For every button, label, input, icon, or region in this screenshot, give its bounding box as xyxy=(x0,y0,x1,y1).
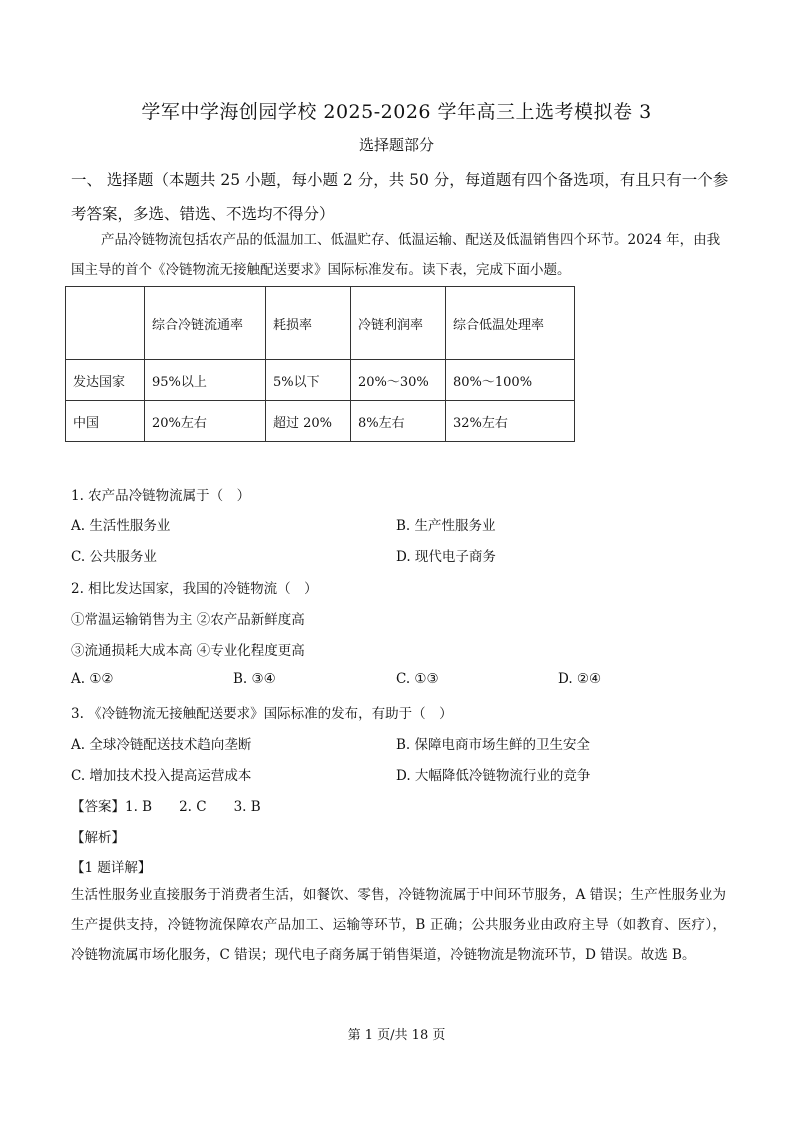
table-cell: 发达国家 xyxy=(66,360,145,401)
analysis-label: 【解析】 xyxy=(71,830,125,846)
question-3-option-d: D. 大幅降低冷链物流行业的竞争 xyxy=(396,768,591,784)
question-2-option-b: B. ③④ xyxy=(233,671,276,687)
table-header-cell xyxy=(66,287,145,360)
table-cell: 32%左右 xyxy=(446,401,575,442)
detail-label: 【1 题详解】 xyxy=(71,860,152,876)
table-row xyxy=(66,401,575,442)
table-cell: 8%左右 xyxy=(351,401,446,442)
question-3-stem: 3. 《冷链物流无接触配送要求》国际标准的发布，有助于（ ） xyxy=(71,706,453,722)
table-cell: 20%～30% xyxy=(351,360,446,401)
table-cell: 95%以上 xyxy=(145,360,266,401)
question-1-option-a: A. 生活性服务业 xyxy=(71,518,171,534)
question-1-option-b: B. 生产性服务业 xyxy=(396,518,496,534)
answer-label: 【答案】 xyxy=(71,799,125,815)
question-2-option-d: D. ②④ xyxy=(558,671,602,687)
table-cell: 5%以下 xyxy=(266,360,351,401)
intro-paragraph: 产品冷链物流包括农产品的低温加工、低温贮存、低温运输、配送及低温销售四个环节。2024 年，由我国主导的首个《冷链物流无接触配送要求》国际标准发布。读下表，完成下面小题。 xyxy=(71,232,721,278)
page-subtitle: 选择题部分 xyxy=(358,136,434,154)
section-heading: 一、 选择题（本题共 25 小题，每小题 2 分，共 50 分，每道题有四个备选项，有且只有一个参考答案，多选、错选、不选均不得分） xyxy=(71,171,729,223)
table-cell: 80%～100% xyxy=(446,360,575,401)
table-header-cell: 冷链利润率 xyxy=(351,287,446,360)
question-2-statements-2: ③流通损耗大成本高 ④专业化程度更高 xyxy=(71,643,305,659)
question-1-stem: 1. 农产品冷链物流属于（ ） xyxy=(71,488,251,504)
question-3-option-c: C. 增加技术投入提高运营成本 xyxy=(71,768,252,784)
question-1-option-c: C. 公共服务业 xyxy=(71,549,157,565)
question-2-statements-1: ①常温运输销售为主 ②农产品新鲜度高 xyxy=(71,612,305,628)
question-2-stem: 2. 相比发达国家，我国的冷链物流（ ） xyxy=(71,581,318,597)
table-header-cell: 综合冷链流通率 xyxy=(145,287,266,360)
answer-values: 1. B 2. C 3. B xyxy=(125,799,261,815)
page-title: 学军中学海创园学校 2025-2026 学年高三上选考模拟卷 3 xyxy=(141,101,652,123)
question-1-option-d: D. 现代电子商务 xyxy=(396,549,496,565)
question-3-option-a: A. 全球冷链配送技术趋向垄断 xyxy=(71,737,252,753)
data-table xyxy=(65,286,575,442)
detail-explanation: 生活性服务业直接服务于消费者生活，如餐饮、零售，冷链物流属于中间环节服务，A 错误；生产性服务业为生产提供支持，冷链物流保障农产品加工、运输等环节，B 正确；公共服务业由政府主导（如教育、医疗），冷链物流属市场化服务，C 错误；现代电子商务属于销售渠道，冷链物流是物流环节，D 错误。故选 B。 xyxy=(71,887,726,963)
question-3-option-b: B. 保障电商市场生鲜的卫生安全 xyxy=(396,737,591,753)
table-cell: 超过 20% xyxy=(266,401,351,442)
table-row xyxy=(66,360,575,401)
question-2-option-a: A. ①② xyxy=(71,671,114,687)
table-header-row xyxy=(66,287,575,360)
table-header-cell: 综合低温处理率 xyxy=(446,287,575,360)
page-footer: 第 1 页/共 18 页 xyxy=(347,1028,446,1043)
table-header-cell: 耗损率 xyxy=(266,287,351,360)
table-cell: 中国 xyxy=(66,401,145,442)
question-2-option-c: C. ①③ xyxy=(396,671,439,687)
table-cell: 20%左右 xyxy=(145,401,266,442)
answer-line xyxy=(71,795,261,815)
